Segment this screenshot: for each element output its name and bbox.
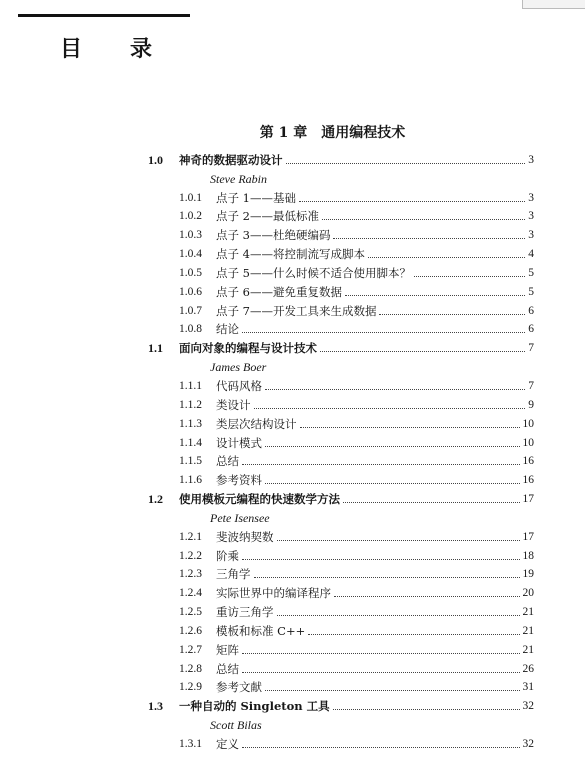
toc-subsection xyxy=(148,223,534,242)
dot-leader xyxy=(277,615,520,616)
entry-number: 1.2.6 xyxy=(179,624,202,637)
dot-leader xyxy=(265,389,525,390)
toc-author xyxy=(179,355,534,374)
toc-subsection xyxy=(148,657,534,676)
toc-subsection xyxy=(148,619,534,638)
toc-subsection xyxy=(148,468,534,487)
page-number: 6 xyxy=(528,323,534,336)
entry-title: 点子 1——基础 xyxy=(216,190,296,205)
entry-title: 结论 xyxy=(216,322,239,337)
dot-leader xyxy=(414,276,525,277)
entry-title: 重访三角学 xyxy=(216,605,274,620)
entry-number: 1.1.4 xyxy=(179,436,202,449)
toc-section xyxy=(148,487,534,506)
toc-subsection xyxy=(148,261,534,280)
page-number: 21 xyxy=(522,643,534,656)
toc-subsection xyxy=(148,393,534,412)
entry-title: 面向对象的编程与设计技术 xyxy=(179,341,317,356)
toc-author xyxy=(179,713,534,732)
toc-heading-left: 目 xyxy=(60,36,83,62)
dot-leader xyxy=(343,502,520,503)
toc-subsection xyxy=(148,431,534,450)
dot-leader xyxy=(333,709,520,710)
entry-number: 1.0.5 xyxy=(179,266,202,279)
dot-leader xyxy=(242,559,520,560)
page-number: 17 xyxy=(522,530,534,543)
entry-number: 1.2.7 xyxy=(179,643,202,656)
page-number: 5 xyxy=(528,266,534,279)
entry-title: 使用模板元编程的快速数学方法 xyxy=(179,492,340,507)
page-number: 5 xyxy=(528,285,534,298)
entry-title: 阶乘 xyxy=(216,548,239,563)
entry-number: 1.0.1 xyxy=(179,191,202,204)
entry-number: 1.2.3 xyxy=(179,568,202,581)
dot-leader xyxy=(308,634,519,635)
dot-leader xyxy=(277,540,520,541)
toc-subsection xyxy=(148,600,534,619)
page-number: 16 xyxy=(522,474,534,487)
entry-number: 1.2.5 xyxy=(179,606,202,619)
entry-number: 1.0.7 xyxy=(179,304,202,317)
entry-number: 1.1.3 xyxy=(179,417,202,430)
entry-number: 1.0.6 xyxy=(179,285,202,298)
page-number: 16 xyxy=(522,455,534,468)
toc-subsection xyxy=(148,318,534,337)
entry-title: 点子 4——将控制流写成脚本 xyxy=(216,247,365,262)
page-number: 31 xyxy=(522,681,534,694)
toc-subsection xyxy=(148,412,534,431)
entry-title: 参考文献 xyxy=(216,680,262,695)
toc-list xyxy=(148,148,534,751)
dot-leader xyxy=(265,483,520,484)
page-number: 3 xyxy=(528,210,534,223)
page-number: 20 xyxy=(522,587,534,600)
page-number: 7 xyxy=(528,379,534,392)
header-rule xyxy=(18,14,190,17)
dot-leader xyxy=(322,219,525,220)
entry-title: 点子 3——杜绝硬编码 xyxy=(216,228,331,243)
dot-leader xyxy=(345,295,525,296)
entry-title: 类层次结构设计 xyxy=(216,416,297,431)
toc-subsection xyxy=(148,205,534,224)
entry-title: 点子 5——什么时候不适合使用脚本？ xyxy=(216,265,411,280)
entry-title: 总结 xyxy=(216,454,239,469)
toc-subsection xyxy=(148,242,534,261)
page-number: 26 xyxy=(522,662,534,675)
entry-title: 点子 2——最低标准 xyxy=(216,209,319,224)
dot-leader xyxy=(334,596,520,597)
entry-number: 1.2.9 xyxy=(179,681,202,694)
toc-section xyxy=(148,148,534,167)
toc-section xyxy=(148,336,534,355)
entry-title: 矩阵 xyxy=(216,642,239,657)
toc-author xyxy=(179,506,534,525)
entry-title: 点子 6——避免重复数据 xyxy=(216,284,342,299)
entry-title: 点子 7——开发工具来生成数据 xyxy=(216,303,377,318)
entry-number: 1.3 xyxy=(148,699,163,714)
entry-number: 1.2.2 xyxy=(179,549,202,562)
entry-title: 实际世界中的编译程序 xyxy=(216,586,331,601)
entry-title: 总结 xyxy=(216,661,239,676)
entry-number: 1.0 xyxy=(148,152,163,167)
entry-number: 1.0.4 xyxy=(179,248,202,261)
page-number: 7 xyxy=(528,342,534,355)
toc-subsection xyxy=(148,450,534,469)
page-corner-fold xyxy=(522,0,585,9)
entry-number: 1.1.2 xyxy=(179,398,202,411)
toc-subsection xyxy=(148,732,534,751)
author-name: James Boer xyxy=(210,360,267,375)
dot-leader xyxy=(242,672,520,673)
page-number: 32 xyxy=(522,738,534,750)
dot-leader xyxy=(299,201,525,202)
dot-leader xyxy=(368,257,525,258)
page-number: 10 xyxy=(522,436,534,449)
page-number: 21 xyxy=(522,606,534,619)
dot-leader xyxy=(254,408,526,409)
toc-heading-right: 录 xyxy=(130,36,153,62)
toc-subsection xyxy=(148,638,534,657)
entry-number: 1.0.3 xyxy=(179,229,202,242)
dot-leader xyxy=(265,446,520,447)
entry-title: 斐波纳契数 xyxy=(216,529,274,544)
dot-leader xyxy=(320,351,525,352)
page-number: 18 xyxy=(522,549,534,562)
dot-leader xyxy=(254,577,520,578)
entry-number: 1.2 xyxy=(148,492,163,507)
chapter-title: 第 1 章 通用编程技术 xyxy=(259,125,406,141)
dot-leader xyxy=(379,314,525,315)
entry-title: 代码风格 xyxy=(216,378,262,393)
toc-subsection xyxy=(148,525,534,544)
entry-number: 1.1.5 xyxy=(179,455,202,468)
dot-leader xyxy=(286,163,526,164)
entry-number: 1.1.1 xyxy=(179,379,202,392)
toc-subsection xyxy=(148,280,534,299)
entry-title: 一种自动的 Singleton 工具 xyxy=(179,699,330,714)
entry-number: 1.1.6 xyxy=(179,474,202,487)
toc-author xyxy=(179,167,534,186)
page-number: 19 xyxy=(522,568,534,581)
author-name: Scott Bilas xyxy=(210,718,262,733)
page-number: 6 xyxy=(528,304,534,317)
entry-number: 1.2.8 xyxy=(179,662,202,675)
author-name: Pete Isensee xyxy=(210,510,270,525)
toc-subsection xyxy=(148,186,534,205)
toc-section xyxy=(148,694,534,713)
entry-title: 三角学 xyxy=(216,567,251,582)
page-number: 10 xyxy=(522,417,534,430)
entry-title: 参考资料 xyxy=(216,473,262,488)
entry-title: 设计模式 xyxy=(216,435,262,450)
entry-title: 定义 xyxy=(216,737,239,751)
entry-number: 1.1 xyxy=(148,341,163,356)
page-number: 3 xyxy=(528,191,534,204)
entry-title: 类设计 xyxy=(216,397,251,412)
toc-subsection xyxy=(148,676,534,695)
dot-leader xyxy=(242,464,520,465)
dot-leader xyxy=(333,238,525,239)
entry-number: 1.2.1 xyxy=(179,530,202,543)
dot-leader xyxy=(242,332,525,333)
entry-number: 1.2.4 xyxy=(179,587,202,600)
entry-number: 1.0.2 xyxy=(179,210,202,223)
entry-number: 1.0.8 xyxy=(179,323,202,336)
entry-title: 模板和标准 C++ xyxy=(216,623,306,638)
page-number: 3 xyxy=(528,153,534,166)
entry-title: 神奇的数据驱动设计 xyxy=(179,152,283,167)
page-number: 21 xyxy=(522,624,534,637)
page-number: 3 xyxy=(528,229,534,242)
page-number: 9 xyxy=(528,398,534,411)
dot-leader xyxy=(242,747,520,748)
dot-leader xyxy=(300,427,520,428)
entry-number: 1.3.1 xyxy=(179,738,202,750)
toc-subsection xyxy=(148,299,534,318)
toc-subsection xyxy=(148,374,534,393)
toc-subsection xyxy=(148,581,534,600)
toc-subsection xyxy=(148,544,534,563)
dot-leader xyxy=(265,690,520,691)
toc-subsection xyxy=(148,563,534,582)
author-name: Steve Rabin xyxy=(210,171,267,186)
page-number: 4 xyxy=(528,248,534,261)
dot-leader xyxy=(242,653,520,654)
page-number: 32 xyxy=(522,700,534,713)
page-number: 17 xyxy=(522,493,534,506)
